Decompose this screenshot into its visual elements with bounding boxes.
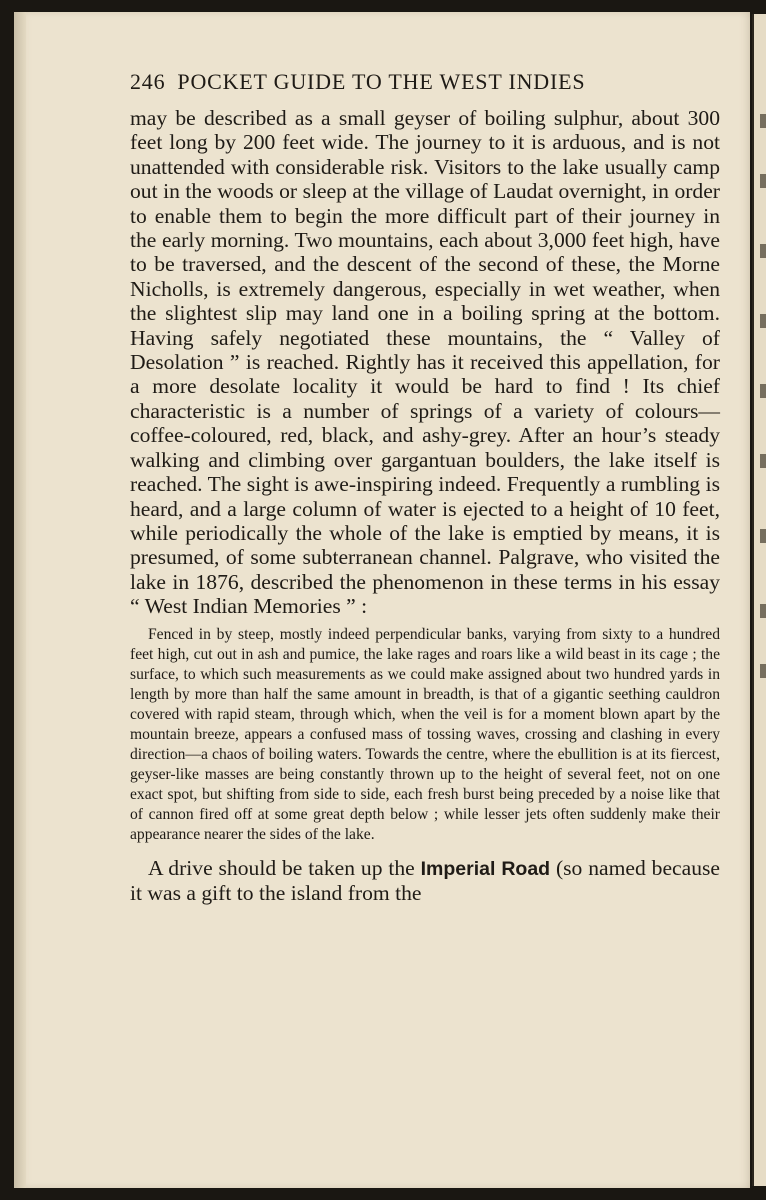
running-title: POCKET GUIDE TO THE WEST INDIES: [177, 69, 586, 94]
adjacent-text-fragment: [760, 174, 766, 188]
running-header: [130, 64, 720, 100]
body-paragraph-continued: [130, 856, 720, 906]
adjacent-page-edge: [752, 14, 766, 1186]
adjacent-text-fragment: [760, 244, 766, 258]
paragraph-tail-text: (so named because it was a gift to the island from the: [130, 855, 720, 905]
adjacent-text-fragment: [760, 664, 766, 678]
adjacent-text-fragment: [760, 604, 766, 618]
adjacent-text-fragment: [760, 529, 766, 543]
bold-term-imperial-road: Imperial Road: [420, 857, 551, 880]
page-gutter: [14, 12, 26, 1188]
adjacent-text-fragment: [760, 314, 766, 328]
body-paragraph: may be described as a small geyser of boiling sulphur, about 300 feet long by 200 feet wide. The journey to it is arduous, and is not unattended with considerable risk. Visitors to the lake usually camp out in the woods or sleep at the village of Laudat overnight, in order to enable them to begin the more difficult part of their journey in the early morning. Two mountains, each about 3,000 feet high, have to be traversed, and the descent of the second of these, the Morne Nicholls, is extremely dangerous, especially in wet weather, when the slightest slip may land one in a boiling spring at the bottom. Having safely negotiated these mountains, the “ Valley of Desolation ” is reached. Rightly has it received this appellation, for a more desolate locality it would be hard to find ! Its chief characteristic is a number of springs of a variety of colours—coffee-coloured, red, black, and ashy-grey. After an hour’s steady walking and climbing over gargantuan boulders, the lake itself is reached. The sight is awe-inspiring indeed. Frequently a rumbling is heard, and a large column of water is ejected to a height of 10 feet, while periodically the whole of the lake is emptied by means, it is presumed, of some subterranean channel. Palgrave, who visited the lake in 1876, described the phenomenon in these terms in his essay “ West Indian Memories ” :: [130, 106, 720, 619]
page-number: 246: [130, 69, 166, 94]
block-quotation: Fenced in by steep, mostly indeed perpendicular banks, varying from sixty to a hundred feet high, cut out in ash and pumice, the lake rages and roars like a wild beast in its cage ; the surface, to which such measurements as we could make assigned about two hundred yards in length by more than half the same amount in breadth, is that of a gigantic seething cauldron covered with rapid steam, through which, when the veil is for a moment blown apart by the mountain breeze, appears a confused mass of tossing waves, crossing and clashing in every direction—a chaos of boiling waters. Towards the centre, where the ebullition is at its fiercest, geyser-like masses are being constantly thrown up to the height of several feet, not on one exact spot, but shifting from side to side, each fresh burst being preceded by a noise like that of cannon fired off at some great depth below ; while lesser jets often suddenly make their appearance nearer the sides of the lake.: [130, 625, 720, 844]
adjacent-text-fragment: [760, 384, 766, 398]
adjacent-text-fragment: [760, 114, 766, 128]
text-column: [130, 64, 720, 905]
adjacent-text-fragment: [760, 454, 766, 468]
paragraph-lead-text: A drive should be taken up the: [148, 855, 421, 880]
